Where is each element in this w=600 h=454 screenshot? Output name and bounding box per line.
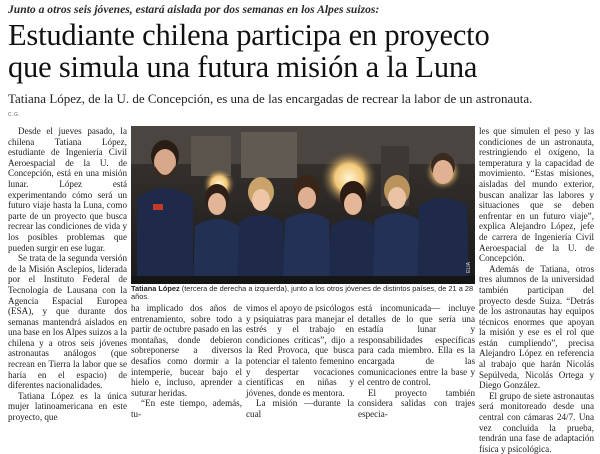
paragraph: “En este tiempo, además, tu- (131, 398, 242, 419)
paragraph: La misión —durante la cual (246, 398, 354, 419)
paragraph: está incomunicada— incluye detalles de lo que sería una estadía lunar y responsabilidades específicas para cada miembro. Ella es la encargada de las comunicaciones entre la base y el centro de control. (358, 303, 475, 388)
paragraph: Además de Tatiana, otros tres alumnos de la universidad también participan del proyecto desde Suiza. “Detrás de los astronautas hay equipos técnicos enormes que apoyan la misión y ese es el rol que están cumpliendo”, precisa Alejandro López en referencia al trabajo que harán Nicolás Sepúlveda, Nicolás Ortega y Diego González. (479, 263, 594, 391)
photo-caption (131, 285, 475, 302)
headline-line-1: Estudiante chilena participa en proyecto (8, 18, 490, 52)
paragraph: El grupo de siete astronautas será monitoreado desde una central con cámaras 24/7. Una vez concluida la prueba, tendrán una fase de adaptación física y psicológica. (479, 390, 594, 454)
headline-line-2: que simula una futura misión a la Luna (8, 50, 478, 84)
article-column-3 (246, 303, 354, 419)
paragraph: vimos el apoyo de psicólogos y psiquiatras para manejar el estrés y el trabajo en condiciones críticas”, dijo a la Red Provoca, que busca potenciar el talento femenino y despertar vocaciones científicas en niñas y jóvenes, donde es mentora. (246, 303, 354, 398)
deck: Tatiana López, de la U. de Concepción, es una de las encargadas de recrear la labor de un astronauta. (8, 91, 533, 106)
photo-credit: ELIA (466, 262, 472, 273)
paragraph: Tatiana López es la única mujer latinoamericana en este proyecto, que (8, 390, 127, 423)
paragraph: ha implicado dos años de entrenamiento, sobre todo a partir de octubre pasado en las montañas, donde debieron sobreponerse a diversos desafíos como dormir a la intemperie, bucear bajo el hielo e, incluso, aprender a suturar heridas. (131, 303, 242, 398)
byline: C.G. (8, 112, 21, 118)
group-photo (131, 126, 475, 284)
paragraph: Desde el jueves pasado, la chilena Tatiana López, estudiante de Ingeniería Civil Aeroespacial de la U. de Concepción, está en una misión lunar. López está experimentando cómo será un futuro viaje hasta la Luna, como parte de un proyecto que busca recrear las condiciones de vida y los posibles problemas que pueden surgir en ese lugar. (8, 126, 127, 253)
article-column-2 (131, 303, 242, 419)
kicker: Junto a otros seis jóvenes, estará aislada por dos semanas en los Alpes suizos: (8, 3, 380, 16)
headline (8, 19, 594, 83)
article-column-4 (358, 303, 475, 419)
paragraph: les que simulen el peso y las condiciones de un astronauta, restringiendo el oxígeno, la temperatura y la capacidad de movimiento. “Estas misiones, aisladas del mundo exterior, buscan analizar las labores y situaciones que se deben enfrentar en un futuro viaje”, explica Alejandro López, jefe de carrera de Ingeniería Civil Aeroespacial de la U. de Concepción. (479, 126, 594, 264)
caption-name: Tatiana López (131, 284, 180, 293)
caption-text: (tercera de derecha a izquierda), junto a los otros jóvenes de distintos países, de 21 a 28 años. (131, 284, 474, 302)
paragraph: El proyecto también considera salidas con trajes especia- (358, 387, 475, 419)
paragraph: Se trata de la segunda versión de la Misión Asclepios, liderada por el Instituto Federal de Tecnología de Lausana con la Agencia Espacial Europea (ESA), y que durante dos semanas mantendrá aislados en una base en los Alpes suizos a la chilena y a otros seis jóvenes astronautas análogos (que recrean en Tierra la labor que se haría en el espacio) de diferentes nacionalidades. (8, 253, 127, 391)
article-column-5 (479, 126, 594, 454)
article-column-1 (8, 126, 127, 423)
